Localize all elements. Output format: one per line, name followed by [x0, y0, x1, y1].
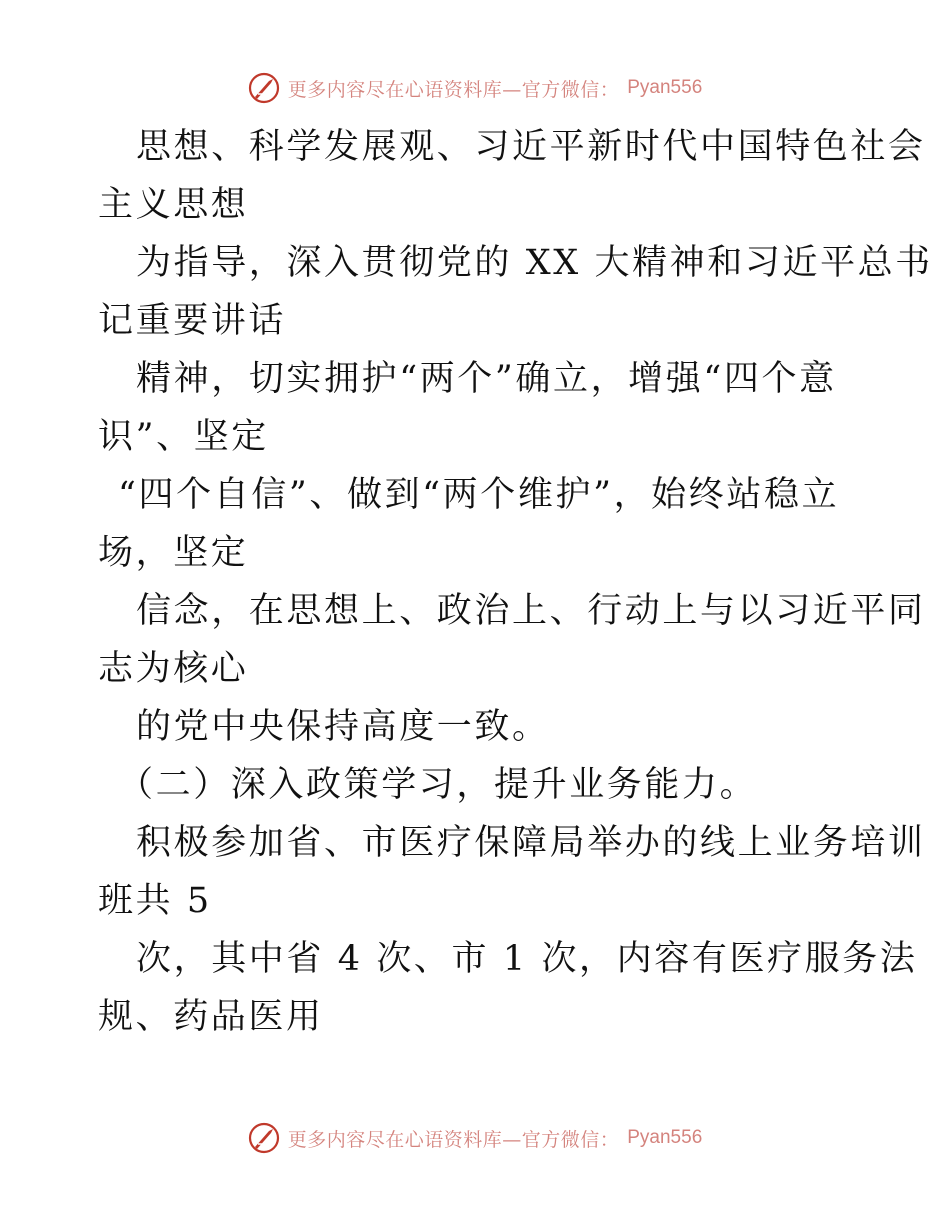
- watermark-wechat-id: Pyan556: [627, 77, 703, 98]
- text-line: 记重要讲话: [98, 301, 287, 341]
- text-line: 思想、科学发展观、习近平新时代中国特色社会: [136, 127, 926, 167]
- text-line: 识”、坚定: [98, 417, 269, 457]
- text-line: “四个自信”、做到“两个维护”，始终站稳立: [118, 475, 840, 515]
- text-line: 积极参加省、市医疗保障局举办的线上业务培训: [136, 823, 926, 863]
- watermark-text: 更多内容尽在心语资料库—官方微信：: [287, 1128, 620, 1151]
- text-line: 次，其中省 4 次、市 1 次，内容有医疗服务法: [136, 939, 918, 979]
- watermark-wechat-id: Pyan556: [627, 1127, 703, 1148]
- watermark-text: 更多内容尽在心语资料库—官方微信：: [287, 78, 620, 101]
- text-line: 志为核心: [98, 649, 249, 689]
- text-line: 为指导，深入贯彻党的 XX 大精神和习近平总书: [136, 243, 933, 283]
- quill-logo-icon: [248, 1122, 280, 1154]
- header-watermark: [0, 72, 950, 104]
- document-body: [98, 118, 933, 1046]
- text-line: 主义思想: [98, 185, 249, 225]
- text-line: 规、药品医用: [98, 997, 324, 1037]
- text-line: 班共 5: [98, 881, 212, 921]
- text-line: 信念，在思想上、政治上、行动上与以习近平同: [136, 591, 926, 631]
- footer-watermark: [0, 1122, 950, 1154]
- text-line: 的党中央保持高度一致。: [136, 707, 550, 747]
- text-line: 精神，切实拥护“两个”确立，增强“四个意: [136, 359, 837, 399]
- section-heading: （二）深入政策学习，提升业务能力。: [118, 765, 758, 805]
- quill-logo-icon: [248, 72, 280, 104]
- text-line: 场，坚定: [98, 533, 249, 573]
